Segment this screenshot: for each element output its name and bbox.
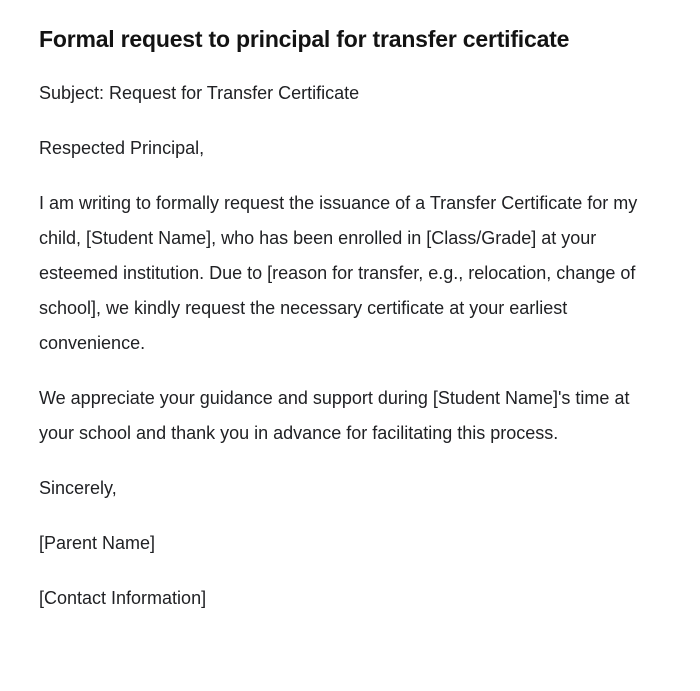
closing: Sincerely, — [39, 478, 117, 498]
body-paragraph-request: I am writing to formally request the issuance of a Transfer Certificate for my child, [Student Name], who has been enrolled in [Class/Grade] at your esteemed institution. Due to [reason for transfer, e.g., relocation, change of school], we kindly request the necessary certificate at your earliest convenience. — [39, 193, 638, 353]
signature-parent-name: [Parent Name] — [39, 533, 156, 553]
salutation: Respected Principal, — [39, 138, 205, 158]
page-title: Formal request to principal for transfer certificate — [39, 26, 570, 52]
subject-line: Subject: Request for Transfer Certificate — [39, 83, 360, 103]
signature-contact-information: [Contact Information] — [39, 588, 207, 608]
body-paragraph-thanks: We appreciate your guidance and support during [Student Name]'s time at your school and thank you in advance for facilitating this process. — [39, 388, 630, 443]
